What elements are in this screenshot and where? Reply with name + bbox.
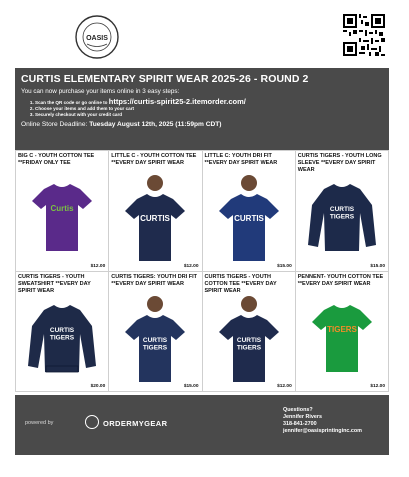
garment-print-text: TIGERS <box>236 344 261 351</box>
contact-phone[interactable]: 318-841-2700 <box>283 421 317 427</box>
product-title: CURTIS TIGERS - YOUTH COTTON TEE **EVERY DAY SPIRIT WEAR <box>204 273 277 294</box>
garment-group <box>125 296 185 382</box>
garment-image <box>302 296 382 382</box>
product-card[interactable] <box>109 151 202 272</box>
garment-body <box>312 305 372 372</box>
product-card[interactable] <box>203 272 296 393</box>
powered-by-text: powered by <box>25 420 54 426</box>
product-title: CURTIS TIGERS - YOUTH SWEATSHIRT **EVERY DAY SPIRIT WEAR <box>18 273 91 294</box>
store-url-link[interactable]: https://curtis-spirit25-2.itemorder.com/ <box>108 97 246 106</box>
product-title: LITTLE C: YOUTH DRI FIT **EVERY DAY SPIRIT WEAR <box>204 153 278 166</box>
garment-group <box>125 175 185 261</box>
product-price: $12.00 <box>90 263 106 269</box>
contact-name: Jennifer Rivers <box>283 414 322 420</box>
model-head <box>241 296 257 312</box>
garment-print-text: TIGERS <box>326 324 357 334</box>
garment-print-text: TIGERS <box>50 334 75 341</box>
product-card[interactable] <box>296 272 389 393</box>
step-choose: 2. Choose your items and add them to your cart <box>35 106 383 112</box>
deadline-value: Tuesday August 12th, 2025 (11:59pm CDT) <box>89 121 222 128</box>
garment-print-text: CURTIS <box>329 206 354 213</box>
contact-email[interactable]: jennifer@oasisprintinginc.com <box>283 428 362 434</box>
garment-print-text: CURTIS <box>236 336 261 344</box>
model-head <box>241 175 257 191</box>
garment-print-text: CURTIS <box>143 336 168 344</box>
product-price: $12.00 <box>183 263 199 269</box>
product-card[interactable] <box>203 151 296 272</box>
garment-group <box>28 305 96 372</box>
garment-image <box>209 296 289 382</box>
model-head <box>147 175 163 191</box>
product-price: $15.00 <box>277 263 292 269</box>
garment-print-text: TIGERS <box>329 213 354 221</box>
garment-image <box>115 175 195 261</box>
garment-group <box>219 175 279 261</box>
product-title: CURTIS TIGERS - YOUTH LONG SLEEVE **EVERY DAY SPIRIT WEAR <box>297 153 382 173</box>
footer <box>15 395 389 455</box>
svg-text:OASIS: OASIS <box>86 35 108 42</box>
garment-group <box>32 184 92 251</box>
product-price: $12.00 <box>277 384 292 389</box>
product-card[interactable] <box>296 151 389 272</box>
info-banner <box>15 68 389 150</box>
product-title: PENNENT- YOUTH COTTON TEE **EVERY DAY SPIRIT WEAR <box>297 273 384 287</box>
garment-print-text: CURTIS <box>140 214 171 223</box>
product-price: $15.00 <box>370 263 385 269</box>
product-price: $12.00 <box>370 384 385 389</box>
garment-image <box>209 175 289 261</box>
product-card[interactable] <box>16 272 109 393</box>
contact-block <box>283 407 362 435</box>
intro-text: You can now purchase your items online in 3 easy steps: <box>21 88 180 95</box>
questions-label: Questions? <box>283 407 313 413</box>
garment-body <box>219 194 279 261</box>
product-grid <box>15 150 389 392</box>
garment-body <box>125 194 185 261</box>
garment-group <box>219 296 279 382</box>
product-title: CURTIS TIGERS: YOUTH DRI FIT **EVERY DAY SPIRIT WEAR <box>111 273 198 287</box>
product-title: LITTLE C - YOUTH COTTON TEE **EVERY DAY SPIRIT WEAR <box>111 153 197 166</box>
product-price: $15.00 <box>183 384 199 389</box>
garment-image <box>115 296 195 382</box>
garment-image <box>22 175 102 261</box>
garment-print-text: TIGERS <box>143 344 168 351</box>
garment-group <box>308 184 376 251</box>
garment-print-text: CURTIS <box>233 214 264 223</box>
qr-code[interactable] <box>343 14 385 56</box>
page-title: CURTIS ELEMENTARY SPIRIT WEAR 2025-26 - ROUND 2 <box>21 73 309 85</box>
steps-list <box>21 99 383 118</box>
sweatshirt-band <box>46 366 78 372</box>
product-price: $20.00 <box>90 384 106 389</box>
garment-print-text: CURTIS <box>50 326 75 334</box>
step-scan: 1. Scan the QR code or go online to https://curtis-spirit25-2.itemorder.com/ <box>35 99 383 106</box>
garment-print-text: Curtis <box>50 204 74 213</box>
garment-image <box>22 296 102 382</box>
ordermygear-logo-icon <box>85 415 99 429</box>
product-title: BIG C - YOUTH COTTON TEE **FRIDAY ONLY TEE <box>18 153 95 166</box>
deadline-text: Online Store Deadline: Tuesday August 12th, 2025 (11:59pm CDT) <box>21 121 222 128</box>
step-checkout: 3. Securely checkout with your credit card <box>35 112 383 118</box>
garment-image <box>302 175 382 261</box>
product-card[interactable] <box>16 151 109 272</box>
garment-body <box>32 184 92 251</box>
product-card[interactable] <box>109 272 202 393</box>
model-head <box>147 296 163 312</box>
ordermygear-brand: ORDERMYGEAR <box>103 419 168 428</box>
top-logo-area <box>0 0 409 68</box>
garment-group <box>312 305 372 372</box>
oasis-seal-logo <box>74 14 120 60</box>
